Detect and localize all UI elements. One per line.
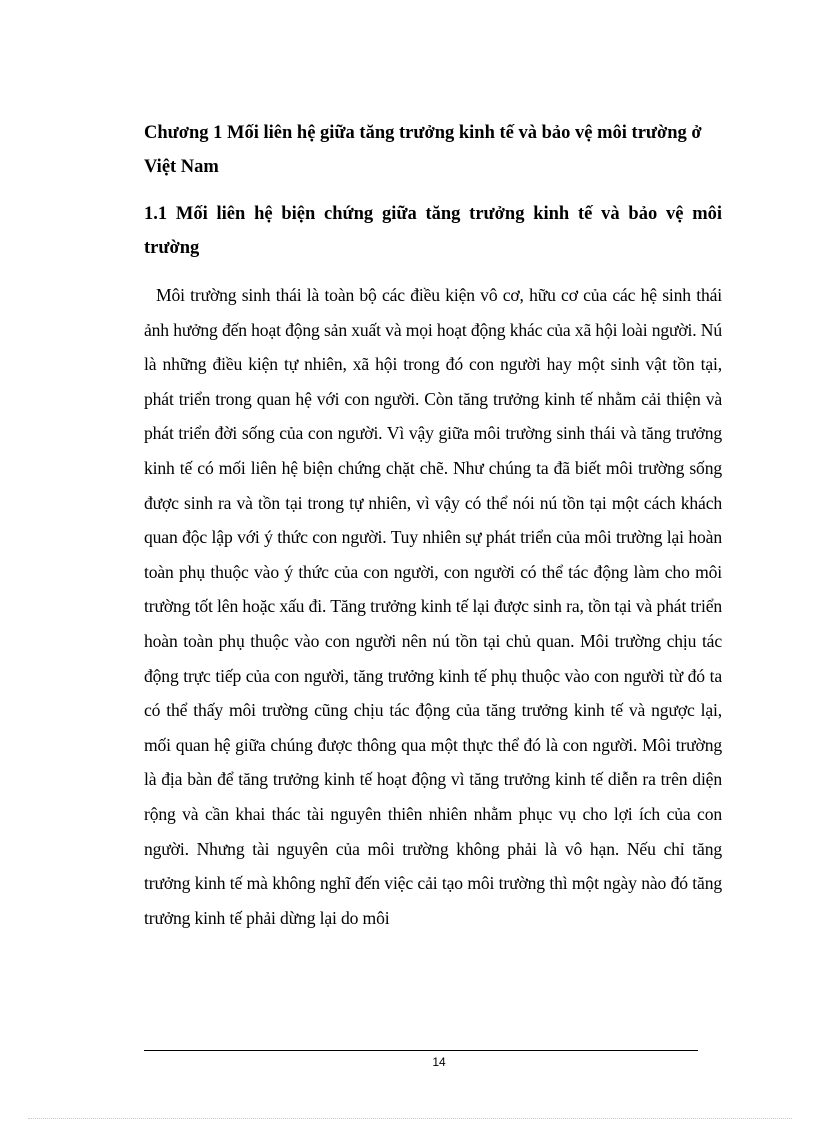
chapter-heading: Chương 1 Mối liên hệ giữa tăng trưởng kinh tế và bảo vệ môi trường ở Việt Nam (144, 123, 702, 177)
section-heading: 1.1 Mối liên hệ biện chứng giữa tăng trưởng kinh tế và bảo vệ môi trường (144, 204, 722, 258)
footer-divider (144, 1050, 698, 1051)
page-edge-divider (28, 1118, 792, 1119)
body-paragraph: Môi trường sinh thái là toàn bộ các điều kiện vô cơ, hữu cơ của các hệ sinh thái ảnh hưởng đến hoạt động sản xuất và mọi hoạt động khác của xã hội loài người. Nú là những điều kiện tự nhiên, xã hội trong đó con người hay một sinh vật tồn tại, phát triển trong quan hệ với con người. Còn tăng trưởng kinh tế nhằm cải thiện và phát triển đời sống của con người. Vì vậy giữa môi trường sinh thái và tăng trưởng kinh tế có mối liên hệ biện chứng chặt chẽ. Như chúng ta đã biết môi trường sống được sinh ra và tồn tại trong tự nhiên, vì vậy có thể nói nú tồn tại một cách khách quan độc lập với ý thức con người. Tuy nhiên sự phát triển của môi trường lại hoàn toàn phụ thuộc vào ý thức của con người, con người có thể tác động làm cho môi trường tốt lên hoặc xấu đi. Tăng trưởng kinh tế lại được sinh ra, tồn tại và phát triển hoàn toàn phụ thuộc vào con người nên nú tồn tại chủ quan. Môi trường chịu tác động trực tiếp của con người, tăng trưởng kinh tế phụ thuộc vào con người từ đó ta có thể thấy môi trường cũng chịu tác động của tăng trưởng kinh tế và ngược lại, mối quan hệ giữa chúng được thông qua một thực thể đó là con người. Môi trường là địa bàn để tăng trưởng kinh tế hoạt động vì tăng trưởng kinh tế diễn ra trên diện rộng và cần khai thác tài nguyên thiên nhiên nhằm phục vụ cho lợi ích của con người. Nhưng tài nguyên của môi trường không phải là vô hạn. Nếu chỉ tăng trưởng kinh tế mà không nghĩ đến việc cải tạo môi trường thì một ngày nào đó tăng trưởng kinh tế phải dừng lại do môi (144, 285, 722, 928)
page-number: 14 (432, 1055, 446, 1069)
page-content (144, 116, 722, 935)
